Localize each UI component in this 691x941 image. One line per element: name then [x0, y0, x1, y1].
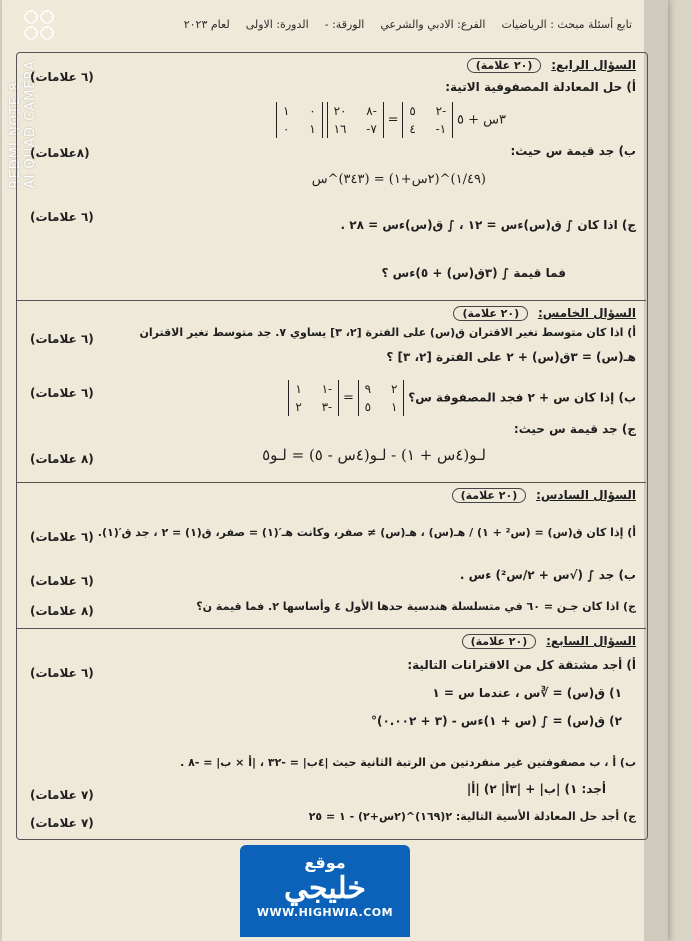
q7-title: السؤال السابع:: [546, 634, 636, 648]
q7-a-text: أ) أجد مشتقة كل من الاقترانات التالية:: [407, 658, 636, 672]
matrix-row: ١ ١-: [295, 382, 333, 396]
matrix-row: ٢ ٩: [364, 382, 398, 396]
header-year: لعام ٢٠٢٣: [183, 18, 230, 31]
q4-b-marks: (٨علامات): [30, 146, 90, 160]
matrix-row: ٢ ٥-: [409, 104, 447, 118]
matrix-row: ١ ٥: [364, 400, 398, 414]
q6-c-text: ج) اذا كان جـن = ٦٠ في متسلسلة هندسية حدها الأول ٤ وأساسها ٢. فما قيمة ن؟: [196, 600, 636, 613]
logo-line2: خليجي: [284, 871, 366, 906]
question-7: [16, 634, 646, 834]
header-branch: الفرع: الادبي والشرعي: [380, 18, 486, 31]
q4-title: السؤال الرابع:: [551, 58, 636, 72]
q5-a-marks: (٦ علامات): [30, 332, 94, 346]
q5-c-marks: (٨ علامات): [30, 452, 94, 466]
q4-c-text: ج) اذا كان ∫ ق(س)ءس = ١٢ ، ∫ ق(س)ءس = ٢٨ .: [340, 218, 636, 232]
q5-a-text: أ) اذا كان متوسط تغير الاقتران ق(س) على الفترة [٢، ٣] يساوي ٧. جد متوسط تغير الاقتران: [139, 326, 636, 339]
exam-paper: [2, 0, 668, 941]
q7-c-marks: (٧ علامات): [30, 816, 94, 830]
q4-b-equation: (١/٤٩)^(٢س+١) = (٣٤٣)^س: [311, 172, 486, 187]
q7-c-text: ج) أجد حل المعادلة الأسية التالية: ٢(١٦٩)^(٢س+٢) - ١ = ٢٥: [308, 810, 636, 823]
q6-a-text: أ) إذا كان ق(س) = (س² + ١) / هـ(س) ، هـ(س) ≠ صفر، وكانت هـ′(١) = صفر، ق(١) = ٢ ، جد ق′(١).: [97, 526, 636, 539]
q6-points: (٢٠ علامة): [452, 488, 527, 503]
q5-a-text2: هـ(س) = ٣ق(س) + ٢ على الفترة [٢، ٣] ؟: [386, 350, 636, 364]
q7-b-marks: (٧ علامات): [30, 788, 94, 802]
watermark-line1: REDMI NOTE 8: [8, 81, 23, 189]
q6-b-text: ب) جد ∫ (√س + ٢/س²) ءس .: [459, 568, 636, 582]
q6-a-marks: (٦ علامات): [30, 530, 94, 544]
q5-b-matrix1: [358, 380, 405, 416]
question-4: [16, 58, 646, 298]
q4-a-eq-left: ٣س + ٥: [456, 112, 506, 128]
watermark-line2: AI QUAD CAMERA: [23, 60, 38, 189]
q4-a-marks: (٦ علامات): [30, 70, 94, 84]
q5-b-matrix2: [288, 380, 339, 416]
q4-c-text2: فما قيمة ∫ (٣ق(س) + ٥)ءس ؟: [381, 266, 566, 280]
matrix-row: ٨ ٢٠-: [333, 104, 377, 118]
matrix-row: ٧- ١٦: [333, 122, 377, 136]
q4-points: (٢٠ علامة): [467, 58, 542, 73]
q6-title: السؤال السادس:: [536, 488, 636, 502]
q7-a1: ١) ق(س) = ∛س ، عندما س = ١: [432, 686, 622, 700]
q5-c-text: ج) جد قيمة س حيث:: [513, 422, 636, 436]
camera-lens-icon: [22, 8, 58, 44]
header-title: تابع أسئلة مبحث : الرياضيات: [501, 18, 632, 31]
header-paper: الورقة: -: [324, 18, 365, 31]
matrix-row: ١ ٠: [283, 122, 316, 136]
q5-title: السؤال الخامس:: [537, 306, 636, 320]
divider: [16, 300, 646, 301]
q7-a2: ٢) ق(س) = ∫ (س + ١)ءس - (٣ + ٠.٠٠٢)°: [370, 714, 622, 728]
logo-url: WWW.HIGHWIA.COM: [256, 906, 394, 919]
divider: [16, 482, 646, 483]
q4-c-marks: (٦ علامات): [30, 210, 94, 224]
header-session: الدورة: الاولى: [245, 18, 309, 31]
q4-a-matrix1: [402, 102, 453, 138]
q6-c-marks: (٨ علامات): [30, 604, 94, 618]
q5-points: (٢٠ علامة): [453, 306, 528, 321]
q5-b-text: ب) إذا كان س + ٢ فجد المصفوفة س؟: [408, 390, 636, 405]
question-5: [16, 306, 646, 478]
q7-b-find: أجد: ١) |ب| + |٣أ| ٢) |أ|: [466, 782, 606, 796]
q4-a-equation: ٣س + ٥ ٢ ٥- ١- ٤ = ٨ ٢٠- ٧- ١٦ ٠ ١ ١ ٠: [26, 102, 636, 138]
matrix-row: ٠ ١: [283, 104, 316, 118]
q4-b-text: ب) جد قيمة س حيث:: [510, 144, 636, 158]
q4-a-matrix3: [276, 102, 323, 138]
q4-a-matrix2: [327, 102, 384, 138]
matrix-row: ١- ٤: [409, 122, 447, 136]
q7-a-marks: (٦ علامات): [30, 666, 94, 680]
q5-c-equation: لـو(٤س + ١) - لـو(٤س - ٥) = لـو٥: [262, 446, 486, 464]
exam-header: [62, 18, 632, 31]
q6-b-marks: (٦ علامات): [30, 574, 94, 588]
q5-b-line: ب) إذا كان س + ٢ فجد المصفوفة س؟ ٢ ٩ ١ ٥ = ١ ١- ٣ ٢-: [26, 380, 636, 416]
matrix-row: ٣ ٢-: [295, 400, 333, 414]
q7-b-text: ب) أ ، ب مصفوفتين غير منفردتين من الرتبة الثانية حيث |٤ب| = -٣٢ ، |أ × ب| = -٨ .: [180, 756, 636, 769]
q5-b-marks: (٦ علامات): [30, 386, 94, 400]
q7-points: (٢٠ علامة): [462, 634, 537, 649]
q4-a-text: أ) حل المعادلة المصفوفية الاتية:: [445, 80, 636, 94]
question-6: [16, 488, 646, 628]
divider: [16, 628, 646, 629]
logo-line1: موقع: [304, 853, 346, 872]
site-logo: [240, 845, 410, 937]
